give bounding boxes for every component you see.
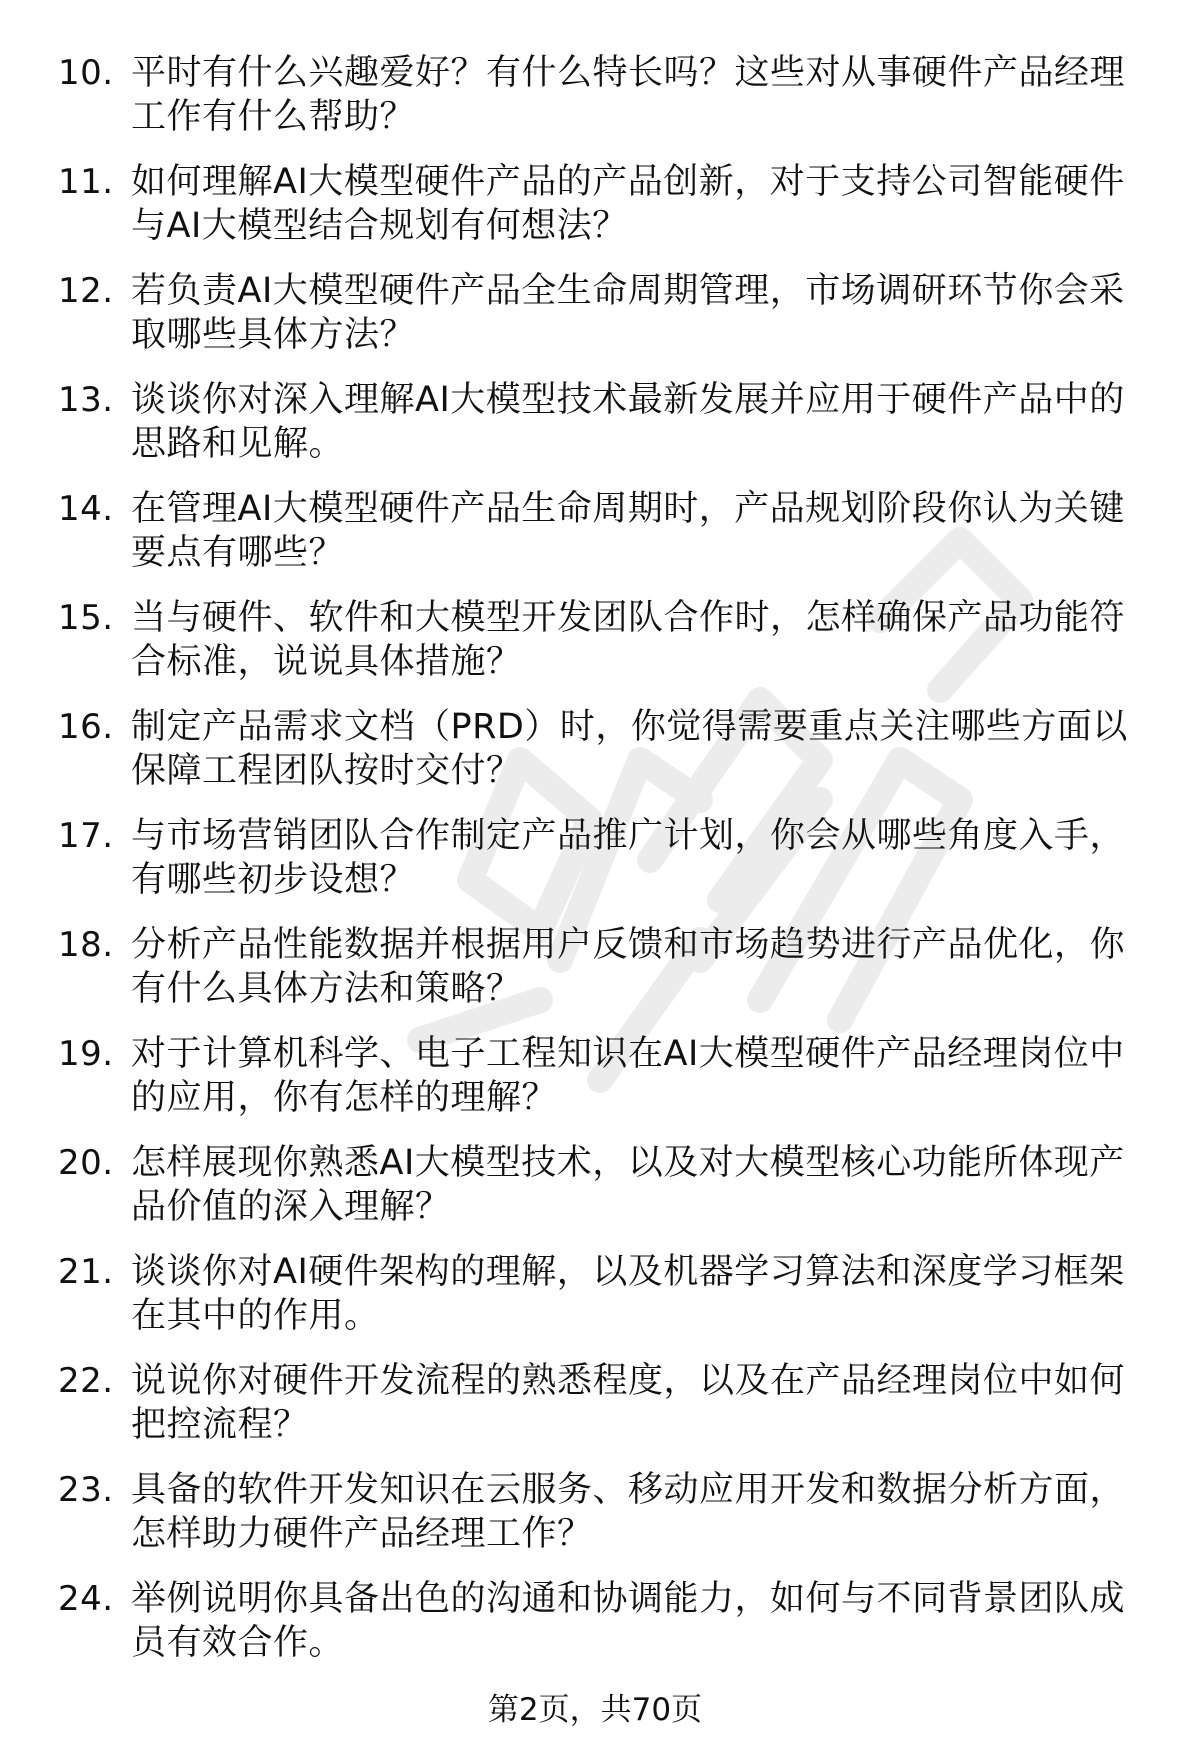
question-text: 怎样展现你熟悉AI大模型技术，以及对大模型核心功能所体现产品价值的深入理解？ [131, 1143, 1125, 1227]
question-number: 13. [58, 380, 114, 420]
question-item [58, 270, 1158, 357]
question-text: 举例说明你具备出色的沟通和协调能力，如何与不同背景团队成员有效合作。 [131, 1579, 1126, 1663]
question-item [58, 815, 1158, 902]
question-item [58, 379, 1158, 466]
question-number: 21. [58, 1252, 114, 1292]
question-text: 如何理解AI大模型硬件产品的产品创新，对于支持公司智能硬件与AI大模型结合规划有何想法？ [131, 162, 1125, 246]
question-text: 若负责AI大模型硬件产品全生命周期管理，市场调研环节你会采取哪些具体方法？ [131, 271, 1125, 355]
question-text: 制定产品需求文档（PRD）时，你觉得需要重点关注哪些方面以保障工程团队按时交付？ [131, 707, 1128, 791]
question-number: 15. [58, 598, 114, 638]
question-text: 谈谈你对AI硬件架构的理解，以及机器学习算法和深度学习框架在其中的作用。 [131, 1252, 1125, 1336]
question-number: 23. [58, 1470, 114, 1510]
question-item [58, 488, 1158, 575]
question-item [58, 1578, 1158, 1665]
page-number: 第2页，共70页 [487, 1692, 703, 1728]
question-item [58, 1360, 1158, 1447]
question-item [58, 924, 1158, 1011]
question-text: 与市场营销团队合作制定产品推广计划，你会从哪些角度入手，有哪些初步设想？ [131, 816, 1126, 900]
question-number: 22. [58, 1361, 114, 1401]
question-text: 平时有什么兴趣爱好？有什么特长吗？这些对从事硬件产品经理工作有什么帮助？ [131, 53, 1126, 137]
question-item [58, 597, 1158, 684]
question-number: 20. [58, 1143, 114, 1183]
question-text: 分析产品性能数据并根据用户反馈和市场趋势进行产品优化，你有什么具体方法和策略？ [131, 925, 1126, 1009]
question-number: 12. [58, 271, 114, 311]
question-text: 具备的软件开发知识在云服务、移动应用开发和数据分析方面，怎样助力硬件产品经理工作？ [131, 1470, 1126, 1554]
question-text: 当与硬件、软件和大模型开发团队合作时，怎样确保产品功能符合标准，说说具体措施？ [131, 598, 1126, 682]
question-text: 在管理AI大模型硬件产品生命周期时，产品规划阶段你认为关键要点有哪些？ [131, 489, 1125, 573]
question-list [58, 52, 1158, 1687]
question-text: 对于计算机科学、电子工程知识在AI大模型硬件产品经理岗位中的应用，你有怎样的理解？ [131, 1034, 1125, 1118]
question-number: 18. [58, 925, 114, 965]
question-item [58, 52, 1158, 139]
question-number: 14. [58, 489, 114, 529]
question-item [58, 1469, 1158, 1556]
question-number: 24. [58, 1579, 114, 1619]
question-number: 16. [58, 707, 114, 747]
question-text: 谈谈你对深入理解AI大模型技术最新发展并应用于硬件产品中的思路和见解。 [131, 380, 1125, 464]
question-item [58, 1142, 1158, 1229]
question-item [58, 161, 1158, 248]
question-text: 说说你对硬件开发流程的熟悉程度，以及在产品经理岗位中如何把控流程？ [131, 1361, 1126, 1445]
question-number: 10. [58, 53, 114, 93]
question-number: 11. [58, 162, 114, 202]
question-number: 19. [58, 1034, 114, 1074]
question-item [58, 706, 1158, 793]
question-item [58, 1033, 1158, 1120]
question-number: 17. [58, 816, 114, 856]
question-item [58, 1251, 1158, 1338]
